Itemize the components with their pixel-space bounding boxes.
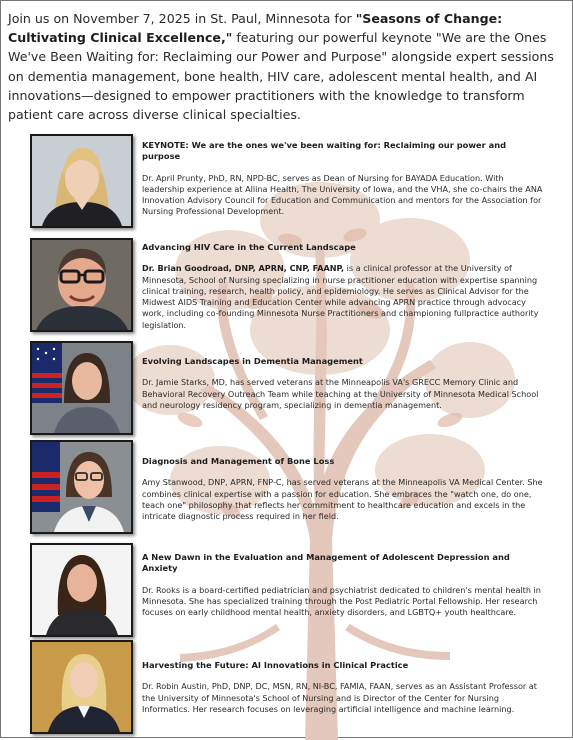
headshot-portrait-icon <box>32 442 131 532</box>
speaker-text-dementia <box>142 356 546 411</box>
speaker-bio <box>142 477 546 522</box>
speaker-bio <box>142 681 546 715</box>
headshot-portrait-icon <box>32 343 131 433</box>
speaker-photo-amy-stanwood <box>30 440 133 534</box>
speaker-bio <box>142 173 546 218</box>
speaker-name: Dr. Brian Goodroad, DNP, APRN, CNP, FAANP, <box>142 263 345 274</box>
speaker-text-ai <box>142 660 546 715</box>
speaker-photo-robin-austin <box>30 640 133 734</box>
speaker-text-bone-loss <box>142 456 546 522</box>
speaker-bio <box>142 263 546 331</box>
headshot-portrait-icon <box>32 642 131 732</box>
headshot-portrait-icon <box>32 545 131 635</box>
headshot-portrait-icon <box>32 240 131 330</box>
speaker-bio-text: is a clinical professor at the University of Minnesota, School of Nursing specializing in nurse practitioner education with expertise spanning clinical training, research, health policy, and epidemiology. He serves as Clinical Advisor for the Midwest AIDS Training and Education Center while advancing APRN practice through advocacy work, including co-founding Minnesota Nurse Practitioners and championing fullpractice authority legislation. <box>142 263 539 330</box>
speaker-photo-april-prunty <box>30 134 133 228</box>
speaker-text-hiv <box>142 242 546 331</box>
event-intro <box>8 9 564 124</box>
speaker-bio <box>142 585 546 619</box>
speaker-text-keynote <box>142 140 546 218</box>
session-title: Evolving Landscapes in Dementia Management <box>142 356 363 366</box>
intro-rest: featuring our powerful keynote "We are the Ones We've Been Waiting for: Reclaiming our Power and Purpose" alongside expert sessions on dementia management, bone health, HIV care, adolescent mental health, and AI innovations—designed to empower practitioners with the knowledge to transform patient care across diverse clinical specialties. <box>8 30 554 123</box>
session-title: A New Dawn in the Evaluation and Management of Adolescent Depression and Anxiety <box>142 552 510 574</box>
speaker-text-adolescent <box>142 552 546 618</box>
speaker-bio-text: Dr. April Prunty, PhD, RN, NPD-BC, serves as Dean of Nursing for BAYADA Education. With leadership experience at Allina Health, The University of Iowa, and the VHA, she co-chairs the ANA Innovation Advisory Council for Education and Communication and mentors for the Association for Nursing Professional Development. <box>142 172 543 217</box>
speaker-bio <box>142 377 546 411</box>
speaker-bio-text: Dr. Robin Austin, PhD, DNP, DC, MSN, RN, NI-BC, FAMIA, FAAN, serves as an Assistant Professor at the University of Minnesota's School of Nursing and is Director of the Center for Nursing Informatics. Her research focuses on leveraging artificial intelligence and machine learning. <box>142 681 537 714</box>
speaker-photo-jamie-starks <box>30 341 133 435</box>
session-title: Advancing HIV Care in the Current Landscape <box>142 242 356 252</box>
speaker-photo-dr-rooks <box>30 543 133 637</box>
event-name: "Seasons of Change: Cultivating Clinical Excellence," <box>8 11 503 46</box>
intro-lead: Join us on November 7, 2025 in St. Paul, Minnesota for <box>8 11 356 26</box>
speaker-bio-text: Dr. Jamie Starks, MD, has served veterans at the Minneapolis VA's GRECC Memory Clinic and Behavioral Recovery Outreach Team while teaching at the University of Minnesota Medical School and neurology residency program, specializing in dementia management. <box>142 377 539 410</box>
speaker-bio-text: Amy Stanwood, DNP, APRN, FNP-C, has served veterans at the Minneapolis VA Medical Center. She combines clinical expertise with a passion for education. She embraces the "watch one, do one, teach one" philosophy that reflects her commitment to healthcare education and excels in the intricate diagnostic process required in her field. <box>142 477 543 522</box>
session-title: Harvesting the Future: AI Innovations in Clinical Practice <box>142 660 409 670</box>
session-title: KEYNOTE: We are the ones we've been waiting for: Reclaiming our power and purpose <box>142 140 507 162</box>
headshot-portrait-icon <box>32 136 131 226</box>
speaker-photo-brian-goodroad <box>30 238 133 332</box>
speaker-bio-text: Dr. Rooks is a board-certified pediatrician and psychiatrist dedicated to children's mental health in Minnesota. She has specialized training through the Post Pediatric Portal Fellowship. Her research focuses on early childhood mental health, anxiety disorders, and LGBTQ+ youth healthcare. <box>142 584 541 618</box>
session-title: Diagnosis and Management of Bone Loss <box>142 456 335 466</box>
